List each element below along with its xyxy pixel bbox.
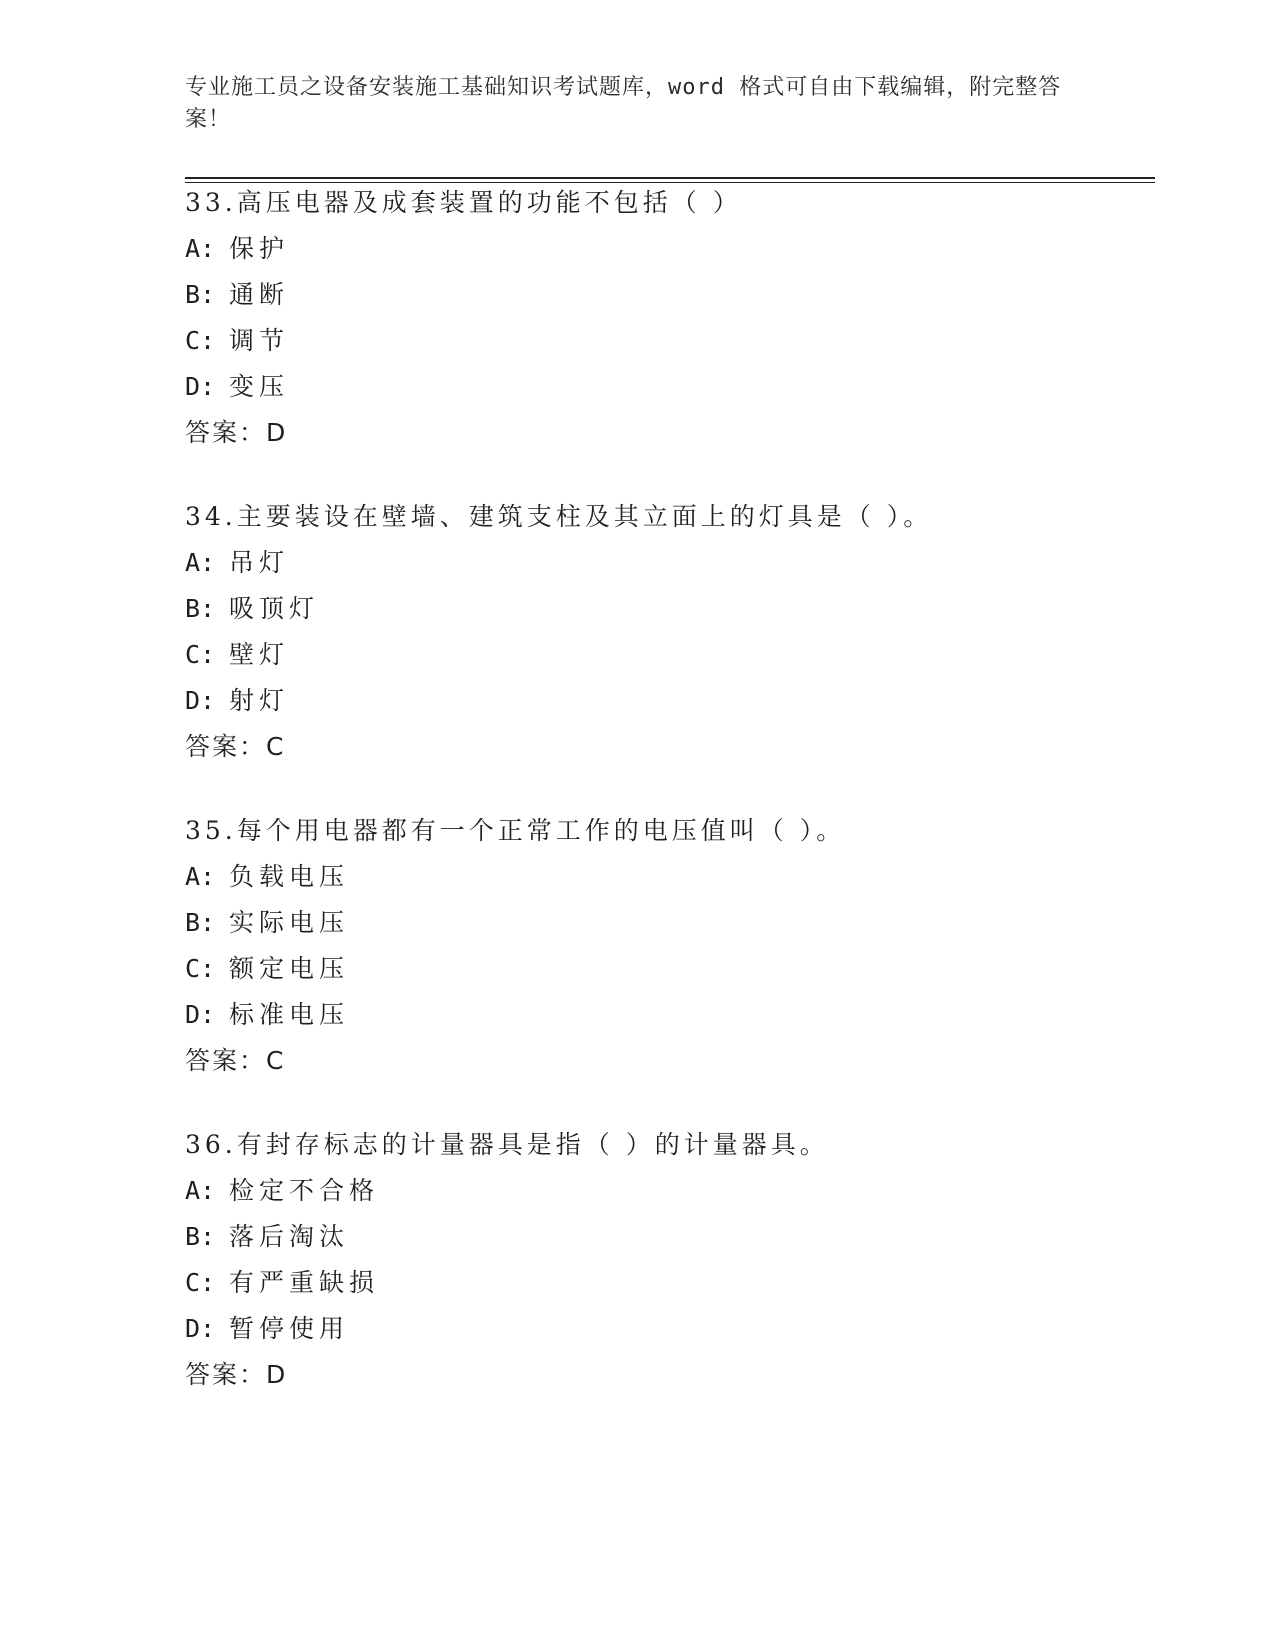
option-key: D: bbox=[185, 1314, 216, 1343]
option-d bbox=[185, 992, 1155, 1038]
option-key: C: bbox=[185, 1268, 216, 1297]
option-text: 实际电压 bbox=[229, 908, 350, 937]
option-key: C: bbox=[185, 326, 216, 355]
option-key: D: bbox=[185, 686, 216, 715]
answer-line: 答案：C bbox=[185, 1046, 286, 1075]
question-title: 34.主要装设在壁墙、建筑支柱及其立面上的灯具是（ ）。 bbox=[185, 502, 933, 531]
option-key: B: bbox=[185, 280, 216, 309]
option-key: A: bbox=[185, 862, 216, 891]
option-a bbox=[185, 854, 1155, 900]
question-block bbox=[185, 808, 1155, 1084]
option-b bbox=[185, 900, 1155, 946]
option-text: 额定电压 bbox=[229, 954, 350, 983]
option-b bbox=[185, 586, 1155, 632]
question-title: 36.有封存标志的计量器具是指（ ）的计量器具。 bbox=[185, 1130, 829, 1159]
option-text: 吊灯 bbox=[229, 548, 290, 577]
option-c bbox=[185, 1260, 1155, 1306]
option-text: 吸顶灯 bbox=[229, 594, 320, 623]
option-text: 射灯 bbox=[229, 686, 290, 715]
option-text: 落后淘汰 bbox=[229, 1222, 350, 1251]
option-key: C: bbox=[185, 640, 216, 669]
answer-line: 答案：C bbox=[185, 732, 286, 761]
question-title: 33.高压电器及成套装置的功能不包括（ ） bbox=[185, 188, 742, 217]
option-c bbox=[185, 946, 1155, 992]
option-c bbox=[185, 632, 1155, 678]
option-text: 通断 bbox=[229, 280, 290, 309]
option-c bbox=[185, 318, 1155, 364]
option-a bbox=[185, 540, 1155, 586]
option-key: B: bbox=[185, 908, 216, 937]
question-block bbox=[185, 180, 1155, 456]
option-b bbox=[185, 272, 1155, 318]
question-block bbox=[185, 1122, 1155, 1398]
option-a bbox=[185, 226, 1155, 272]
option-text: 标准电压 bbox=[229, 1000, 350, 1029]
option-d bbox=[185, 1306, 1155, 1352]
option-key: A: bbox=[185, 234, 216, 263]
option-text: 变压 bbox=[229, 372, 290, 401]
option-text: 暂停使用 bbox=[229, 1314, 350, 1343]
option-key: B: bbox=[185, 1222, 216, 1251]
document-header: 专业施工员之设备安装施工基础知识考试题库，word 格式可自由下载编辑，附完整答案！ bbox=[185, 75, 1062, 132]
question-block bbox=[185, 494, 1155, 770]
option-key: B: bbox=[185, 594, 216, 623]
option-d bbox=[185, 678, 1155, 724]
option-key: D: bbox=[185, 372, 216, 401]
option-text: 检定不合格 bbox=[229, 1176, 380, 1205]
option-text: 有严重缺损 bbox=[229, 1268, 380, 1297]
option-text: 壁灯 bbox=[229, 640, 290, 669]
header-divider-thick bbox=[185, 177, 1155, 179]
option-b bbox=[185, 1214, 1155, 1260]
answer-line: 答案：D bbox=[185, 418, 288, 447]
option-a bbox=[185, 1168, 1155, 1214]
option-text: 调节 bbox=[229, 326, 290, 355]
option-text: 负载电压 bbox=[229, 862, 350, 891]
question-title: 35.每个用电器都有一个正常工作的电压值叫（ ）。 bbox=[185, 816, 846, 845]
option-d bbox=[185, 364, 1155, 410]
option-key: A: bbox=[185, 548, 216, 577]
option-key: D: bbox=[185, 1000, 216, 1029]
option-key: A: bbox=[185, 1176, 216, 1205]
option-text: 保护 bbox=[229, 234, 290, 263]
option-key: C: bbox=[185, 954, 216, 983]
answer-line: 答案：D bbox=[185, 1360, 288, 1389]
